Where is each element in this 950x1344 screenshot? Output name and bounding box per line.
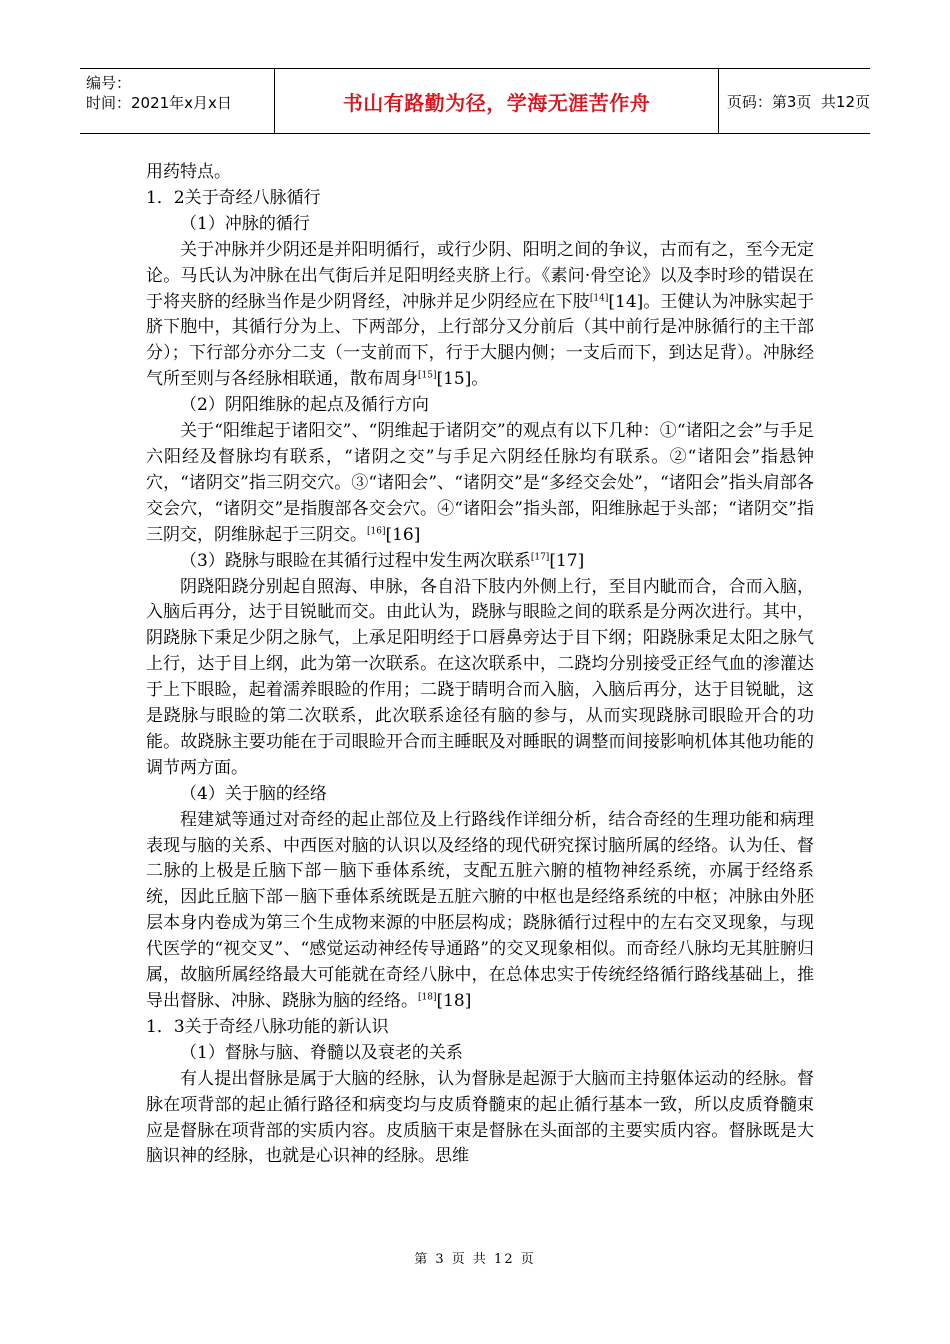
paragraph-text: [16] [385,524,421,545]
paragraph-text: [15]。 [436,369,489,390]
subsection-title-5: （1）督脉与脑、脊髓以及衰老的关系 [180,1042,463,1063]
doc-number-label: 编号： [86,74,132,92]
paragraph-text: [18] [436,991,472,1011]
paragraph-text: 关于“阳维起于诸阳交”、“阴维起于诸阴交”的观点有以下几种：①“诸阳之会”与手足六阳经及督脉均有联系，“诸阴之交”与手足六阴经任脉均有联系。②“诸阳会”指悬钟穴，“诸阴交”指三阴交穴。③“诸阳会”、“诸阴交”是“多经交会处”，“诸阳会”指头肩部各交会穴，“诸阴交”是指腹部各交会穴。④“诸阳会”指头部，阳维脉起于头部；“诸阴交”指三阴交，阴维脉起于三阴交。 [146,421,814,545]
paragraph-du-meridian: 有人提出督脉是属于大脑的经脉，认为督脉是起源于大脑而主持躯体运动的经脉。督脉在项背部的起止循行路径和病变均与皮质脊髓束的起止循行基本一致，所以皮质脊髓束应是督脉在项背部的实质内容。皮质脑干束是督脉在头面部的主要实质内容。督脉既是大脑识神的经脉，也就是心识神的经脉。思维 [146,1068,814,1167]
page-footer: 第 3 页 共 12 页 [414,1252,536,1267]
subsection-title-3 [146,549,814,575]
subsection-title-text: （3）跷脉与眼睑在其循行过程中发生两次联系 [180,550,531,571]
section-heading-1-3: 1．3关于奇经八脉功能的新认识 [146,1016,389,1037]
paragraph-chong-meridian [146,238,814,393]
doc-time-label: 时间：2021年x月x日 [86,94,232,112]
header-motto-cell [275,69,719,133]
paragraph-yinyang-wei [146,419,814,549]
citation-superscript: [14] [589,292,609,303]
subsection-title-1: （1）冲脉的循行 [180,213,310,234]
header-page-cell [719,69,870,133]
paragraph-brain-meridian [146,808,814,1015]
citation-superscript: [15] [418,370,437,381]
document-body [146,160,814,1170]
section-heading-1-2: 1．2关于奇经八脉循行 [146,187,321,208]
citation-bracket: [17] [549,550,585,571]
citation-superscript: [16] [367,526,386,537]
subsection-title-2: （2）阴阳维脉的起点及循行方向 [180,395,429,416]
document-header [80,68,870,134]
paragraph-text: 程建斌等通过对奇经的起止部位及上行路线作详细分析，结合奇经的生理功能和病理表现与脑的关系、中西医对脑的认识以及经络的现代研究探讨脑所属的经络。认为任、督二脉的上极是丘脑下部－脑下垂体系统，支配五脏六腑的植物神经系统，亦属于经络系统，因此丘脑下部－脑下垂体系统既是五脏六腑的中枢也是经络系统的中枢；冲脉由外胚层本身内卷成为第三个生成物来源的中胚层构成；跷脉循行过程中的左右交叉现象，与现代医学的“视交叉”、“感觉运动神经传导通路”的交叉现象相似。而奇经八脉均无其脏腑归属，故脑所属经络最大可能就在奇经八脉中，在总体忠实于传统经络循行路线基础上，推导出督脉、冲脉、跷脉为脑的经络。 [146,809,814,1011]
paragraph-text: [14]。王健认为冲脉实起于脐下胞中，其循行分为上、下两部分，上行部分又分前后（其中前行是冲脉循行的主干部分）；下行部分亦分二支（一支前而下，行于大腿内侧；一支后而下，到达足背）。冲脉经气所至则与各经脉相联通，散布周身 [146,291,814,390]
citation-superscript: [18] [418,992,437,1003]
citation-superscript: [17] [530,551,550,562]
header-meta [80,69,275,133]
paragraph-text: 关于冲脉并少阴还是并阳明循行，或行少阴、阳明之间的争议，古而有之，至今无定论。马氏认为冲脉在出气街后并足阳明经夹脐上行。《素问·骨空论》以及李时珍的错误在于将夹脐的经脉当作是少阴肾经，冲脉并足少阴经应在下肢 [146,239,814,312]
paragraph-qiao-meridian: 阴跷阳跷分别起自照海、申脉，各自沿下肢内外侧上行，至目内眦而合，合而入脑，入脑后再分，达于目锐眦而交。由此认为，跷脉与眼睑之间的联系是分两次进行。其中，阴跷脉下秉足少阴之脉气，上承足阳明经于口唇鼻旁达于目下纲；阳跷脉秉足太阳之脉气上行，达于目上纲，此为第一次联系。在这次联系中，二跷均分别接受正经气血的渗灌达于上下眼睑，起着濡养眼睑的作用；二跷于睛明合而入脑，入脑后再分，达于目锐眦，这是跷脉与眼睑的第二次联系，此次联系途径有脑的参与，从而实现跷脉司眼睑开合的功能。故跷脉主要功能在于司眼睑开合而主睡眠及对睡眠的调整而间接影响机体其他功能的调节两方面。 [146,576,814,778]
body-line-continuation: 用药特点。 [146,162,231,182]
header-page-info: 页码：第3页 共12页 [726,92,870,111]
header-motto: 书山有路勤为径，学海无涯苦作舟 [342,90,651,115]
subsection-title-4: （4）关于脑的经络 [180,783,327,804]
